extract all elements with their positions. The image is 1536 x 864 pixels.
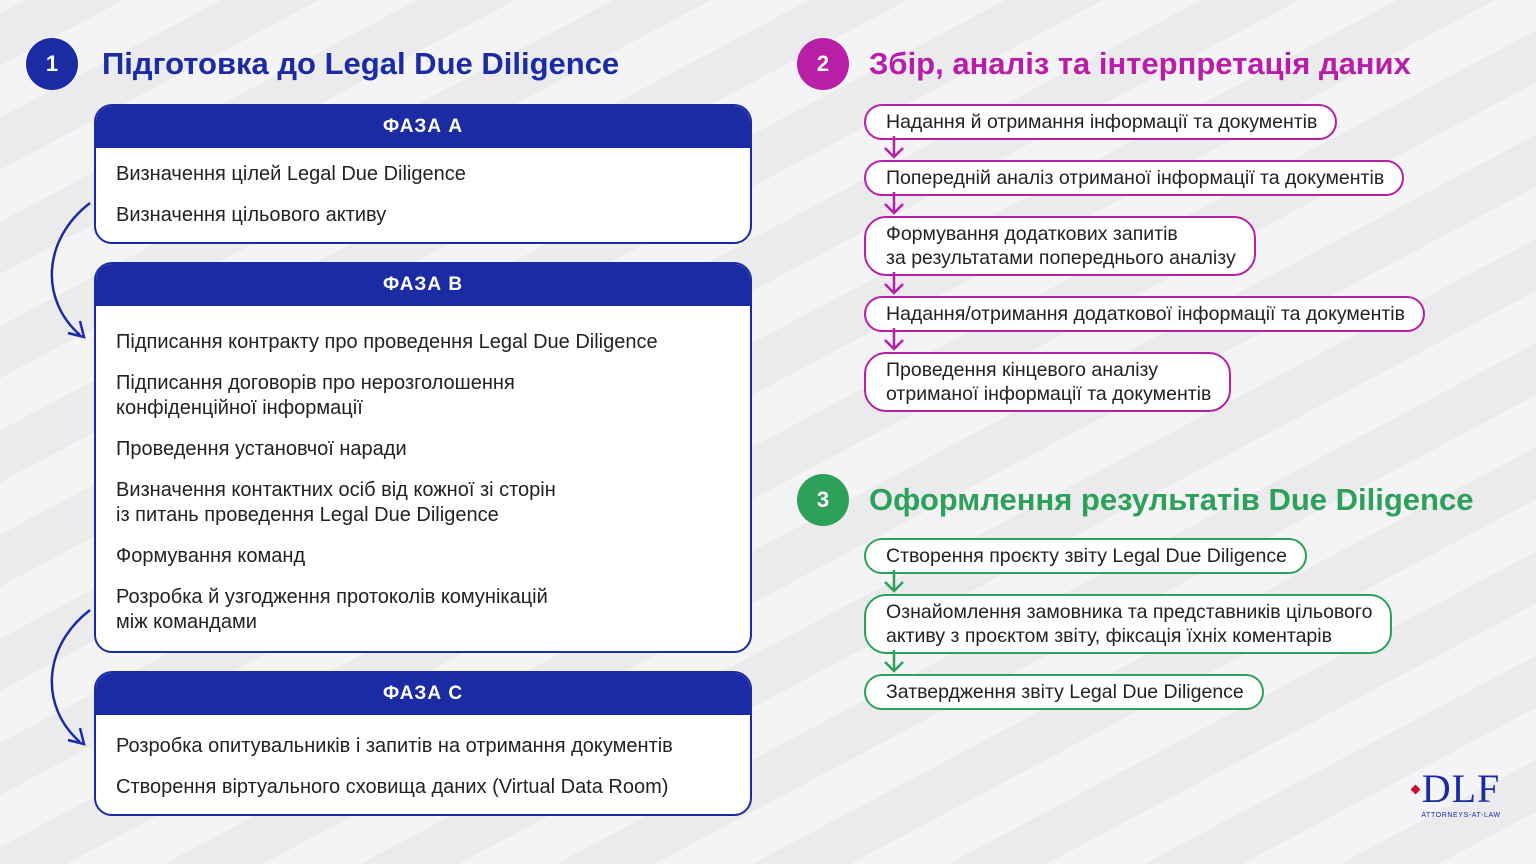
section-3-title: Оформлення результатів Due Diligence	[869, 482, 1474, 517]
phase-b-item: Розробка й узгодження протоколів комунікацій між командами	[116, 586, 548, 633]
phase-a-title: ФАЗА А	[96, 106, 750, 148]
section-1-number: 1	[26, 38, 78, 90]
process-step: Проведення кінцевого аналізу отриманої інформації та документів	[864, 352, 1231, 412]
dlf-logo	[1408, 768, 1514, 819]
logo-wordmark: DLF	[1421, 766, 1501, 811]
process-step: Створення проєкту звіту Legal Due Diligence	[864, 538, 1307, 574]
process-step: Надання/отримання додаткової інформації та документів	[864, 296, 1425, 332]
phase-a-card	[94, 104, 752, 244]
section-3-number: 3	[797, 474, 849, 526]
down-arrow-icon	[882, 272, 906, 298]
process-step: Формування додаткових запитів за результатами попереднього аналізу	[864, 216, 1256, 276]
phase-b-item: Визначення контактних осіб від кожної зі сторін із питань проведення Legal Due Diligence	[116, 479, 556, 526]
down-arrow-icon	[882, 650, 906, 676]
curved-arrow-icon	[40, 195, 100, 345]
process-step: Надання й отримання інформації та документів	[864, 104, 1337, 140]
logo-subtitle: ATTORNEYS-AT-LAW	[1421, 812, 1501, 819]
section-1-title: Підготовка до Legal Due Diligence	[102, 46, 620, 81]
section-2-number: 2	[797, 38, 849, 90]
phase-a-item: Визначення цілей Legal Due Diligence	[116, 163, 466, 185]
phase-c-title: ФАЗА С	[96, 673, 750, 715]
phase-b-item: Підписання договорів про нерозголошення конфіденційної інформації	[116, 372, 515, 419]
phase-b-item: Проведення установчої наради	[116, 438, 407, 460]
phase-c-item: Створення віртуального сховища даних (Virtual Data Room)	[116, 776, 669, 798]
down-arrow-icon	[882, 570, 906, 596]
down-arrow-icon	[882, 192, 906, 218]
curved-arrow-icon	[40, 602, 100, 752]
phase-b-title: ФАЗА В	[96, 264, 750, 306]
phase-b-item: Формування команд	[116, 545, 306, 567]
phase-a-item: Визначення цільового активу	[116, 204, 387, 226]
phase-c-item: Розробка опитувальників і запитів на отримання документів	[116, 735, 673, 757]
phase-b-item: Підписання контракту про проведення Legal Due Diligence	[116, 331, 658, 353]
process-step: Ознайомлення замовника та представників цільового активу з проєктом звіту, фіксація їхніх коментарів	[864, 594, 1392, 654]
down-arrow-icon	[882, 328, 906, 354]
phase-c-card	[94, 671, 752, 816]
phase-b-card	[94, 262, 752, 653]
section-2-title: Збір, аналіз та інтерпретація даних	[869, 46, 1411, 81]
down-arrow-icon	[882, 136, 906, 162]
process-step: Затвердження звіту Legal Due Diligence	[864, 674, 1264, 710]
process-step: Попередній аналіз отриманої інформації та документів	[864, 160, 1404, 196]
